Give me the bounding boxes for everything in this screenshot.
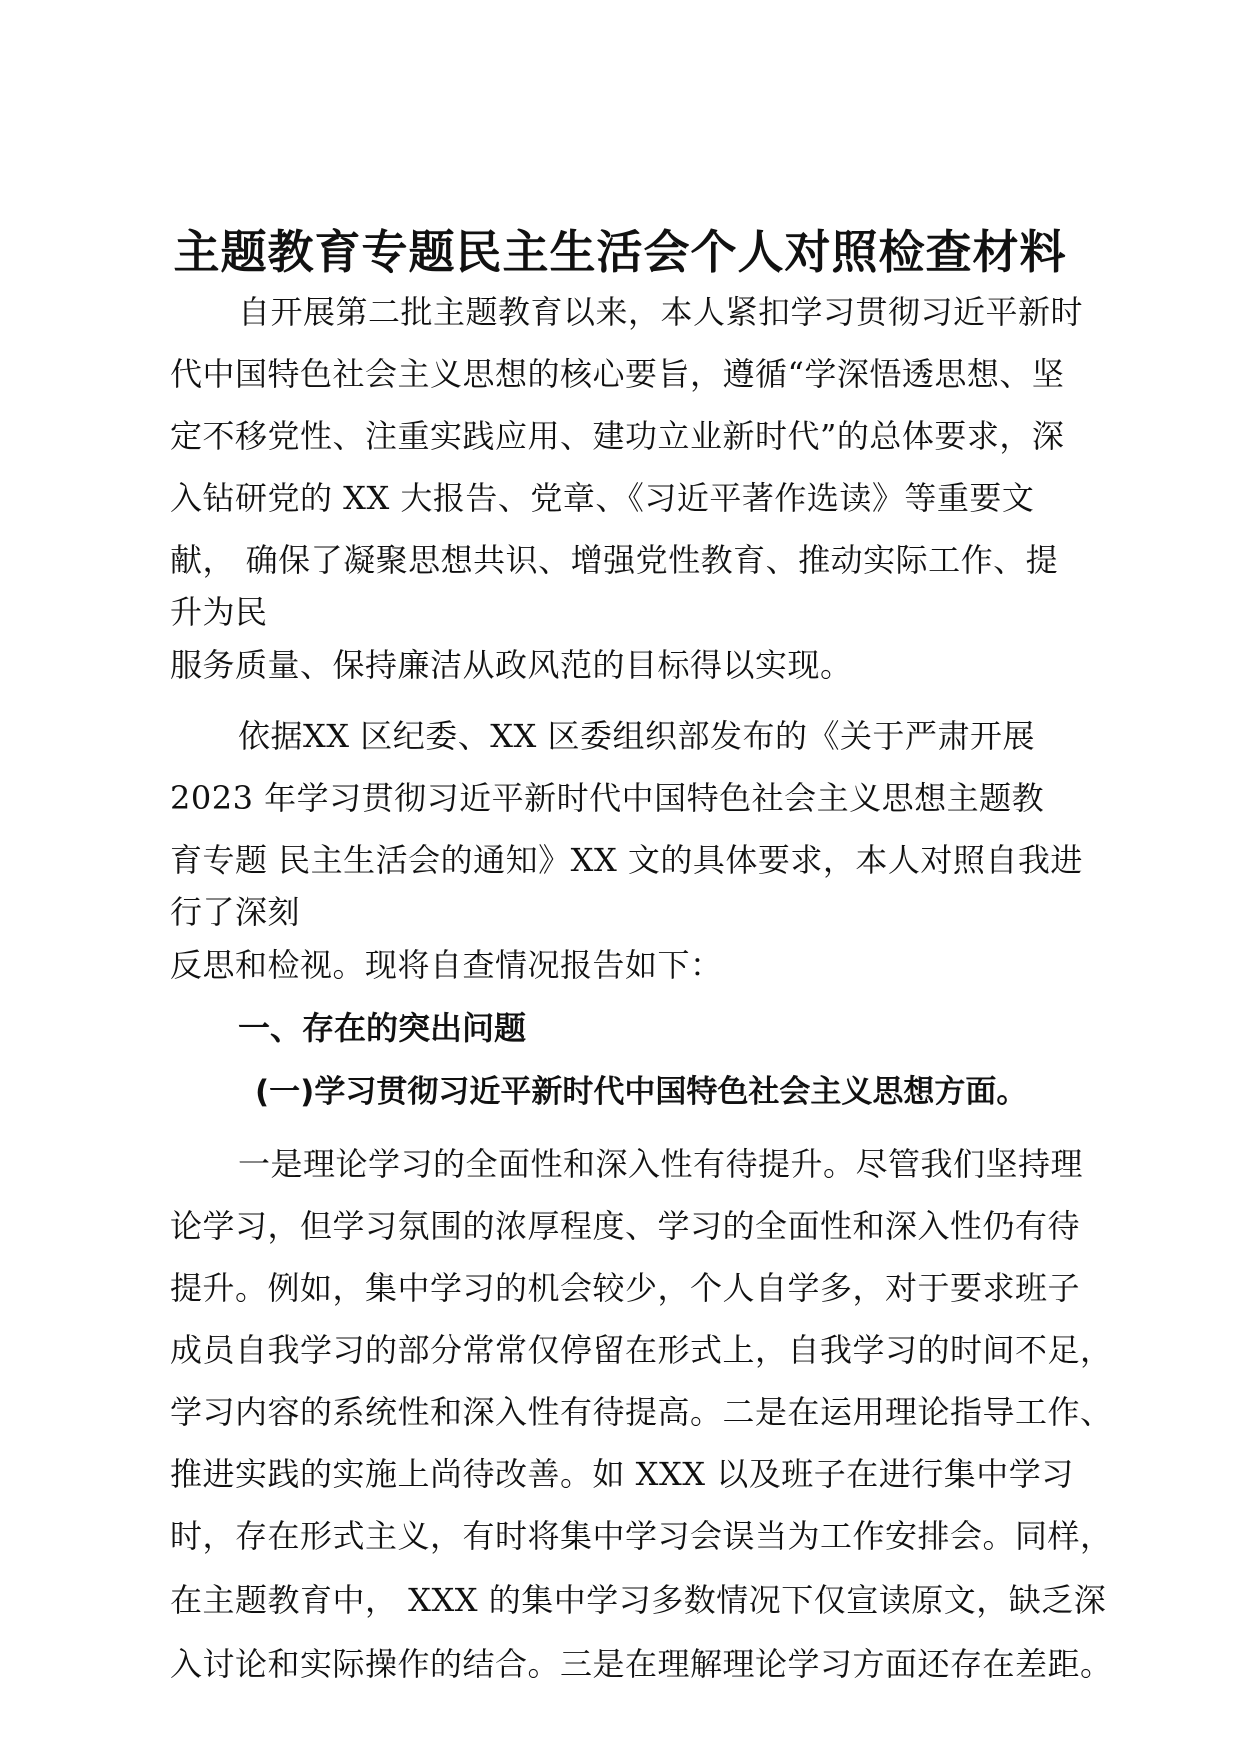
paragraph-line: 入讨论和实际操作的结合。三是在理解理论学习方面还存在差距。 bbox=[170, 1645, 1113, 1683]
paragraph-line: 献， 确保了凝聚思想共识、增强党性教育、推动实际工作、提 bbox=[170, 541, 1059, 579]
paragraph-line: 入钻研党的 XX 大报告、党章、《习近平著作选读》等重要文 bbox=[170, 479, 1035, 517]
paragraph-line: 2023 年学习贯彻习近平新时代中国特色社会主义思想主题教 bbox=[170, 779, 1045, 817]
paragraph-line: 代中国特色社会主义思想的核心要旨，遵循“学深悟透思想、坚 bbox=[170, 355, 1065, 393]
paragraph-line: 提升。例如，集中学习的机会较少，个人自学多，对于要求班子 bbox=[170, 1269, 1081, 1307]
paragraph-line: 依据XX 区纪委、XX 区委组织部发布的《关于严肃开展 bbox=[238, 717, 1035, 755]
paragraph-line: 行了深刻 bbox=[170, 893, 301, 931]
paragraph-line: 升为民 bbox=[170, 593, 268, 631]
paragraph-line: 论学习，但学习氛围的浓厚程度、学习的全面性和深入性仍有待 bbox=[170, 1207, 1081, 1245]
paragraph-line: 定不移党性、注重实践应用、建功立业新时代”的总体要求，深 bbox=[170, 417, 1065, 455]
paragraph-line: 学习内容的系统性和深入性有待提高。二是在运用理论指导工作、 bbox=[170, 1393, 1113, 1431]
paragraph-line: 时，存在形式主义，有时将集中学习会误当为工作安排会。同样， bbox=[170, 1517, 1113, 1555]
paragraph-line: 服务质量、保持廉洁从政风范的目标得以实现。 bbox=[170, 646, 853, 684]
paragraph-line: 反思和检视。现将自查情况报告如下： bbox=[170, 946, 723, 984]
paragraph-line: 育专题 民主生活会的通知》XX 文的具体要求，本人对照自我进 bbox=[170, 841, 1083, 879]
paragraph-line: 推进实践的实施上尚待改善。如 XXX 以及班子在进行集中学习 bbox=[170, 1455, 1074, 1493]
paragraph-line: 自开展第二批主题教育以来，本人紧扣学习贯彻习近平新时 bbox=[238, 293, 1084, 331]
document-title: 主题教育专题民主生活会个人对照检查材料 bbox=[173, 225, 1067, 279]
paragraph-line: 在主题教育中， XXX 的集中学习多数情况下仅宣读原文，缺乏深 bbox=[170, 1581, 1107, 1619]
paragraph-line: 成员自我学习的部分常常仅停留在形式上，自我学习的时间不足， bbox=[170, 1331, 1113, 1369]
subsection-heading: (一)学习贯彻习近平新时代中国特色社会主义思想方面。 bbox=[255, 1074, 1028, 1110]
paragraph-line: 一是理论学习的全面性和深入性有待提升。尽管我们坚持理 bbox=[238, 1145, 1084, 1183]
section-heading: 一、存在的突出问题 bbox=[238, 1009, 527, 1047]
